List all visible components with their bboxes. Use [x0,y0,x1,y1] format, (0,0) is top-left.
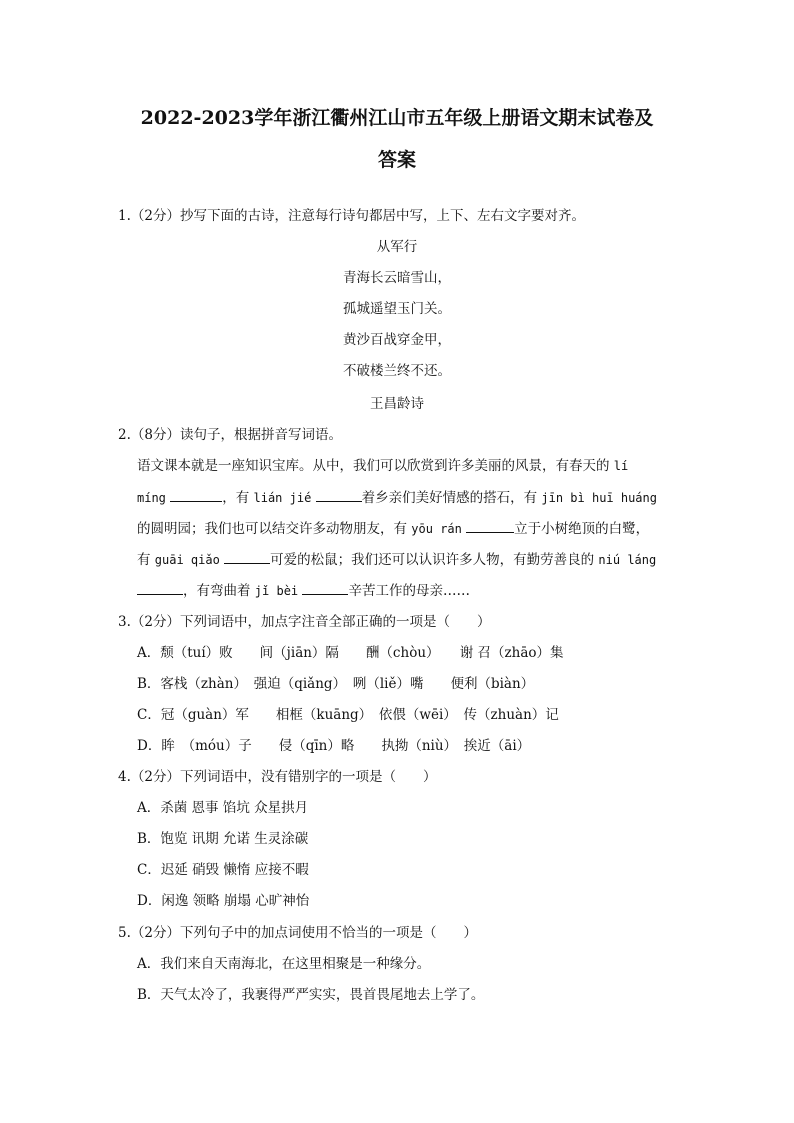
question-4-option-c[interactable]: C．迟延 硝毁 懒惰 应接不暇 [137,862,309,878]
pinyin-hint: guāi qiǎo [154,553,220,567]
question-4-stem: 4.（2分）下列词语中，没有错别字的一项是（ ） [118,769,437,785]
answer-blank[interactable] [137,580,183,595]
pinyin-hint: míng [137,491,166,505]
poem-line-1: 青海长云暗雪山， [343,270,451,286]
question-1-stem: 1.（2分）抄写下面的古诗，注意每行诗句都居中写，上下、左右文字要对齐。 [118,208,585,224]
poem-line-2: 孤城遥望玉门关。 [343,301,451,317]
question-2-passage-line-5 [137,580,470,601]
question-2-passage-line-2 [137,487,657,508]
pinyin-hint: jīn bì huī huáng [541,491,657,505]
answer-blank[interactable] [224,549,270,564]
pinyin-hint: lí [613,459,629,473]
pinyin-hint: niú láng [598,553,657,567]
passage-text: 的圆明园；我们也可以结交许多动物朋友，有 [137,521,407,537]
pinyin-hint: lián jié [253,491,312,505]
poem-line-3: 黄沙百战穿金甲， [343,332,451,348]
question-2-passage-line-1 [137,456,628,476]
answer-blank[interactable] [466,518,514,533]
answer-blank[interactable] [170,487,222,502]
answer-blank[interactable] [316,487,362,502]
passage-text: 有 [137,552,151,568]
question-4-option-a[interactable]: A．杀菌 恩事 馅坑 众星拱月 [137,800,309,816]
question-3-stem: 3.（2分）下列词语中，加点字注音全部正确的一项是（ ） [118,614,491,630]
poem-line-4: 不破楼兰终不还。 [343,363,451,379]
question-3-option-a[interactable]: A．颓（tuí）败 间（jiān）隔 酬（chòu） 谢 召（zhāo）集 [137,645,564,661]
document-title-line-1: 2022-2023学年浙江衢州江山市五年级上册语文期末试卷及 [140,107,654,129]
question-3-option-c[interactable]: C．冠（guàn）军 相框（kuāng） 依偎（wēi） 传（zhuàn）记 [137,707,559,723]
passage-text: 立于小树绝顶的白鹭， [514,521,650,537]
question-3-option-b[interactable]: B．客栈（zhàn） 强迫（qiǎng） 咧（liě）嘴 便利（biàn） [137,676,535,692]
passage-text: ，有 [222,490,250,506]
passage-text: 辛苦工作的母亲…… [348,583,470,599]
question-4-option-d[interactable]: D．闲逸 领略 崩塌 心旷神怡 [137,893,310,909]
question-3-option-d[interactable]: D．眸 （móu）子 侵（qīn）略 执拗（niù） 挨近（āi） [137,738,531,754]
question-5-option-a[interactable]: A．我们来自天南海北，在这里相聚是一种缘分。 [137,956,431,972]
document-title-line-2: 答案 [377,149,416,171]
passage-text: 可爱的松鼠；我们还可以认识许多人物，有勤劳善良的 [270,552,595,568]
question-5-stem: 5.（2分）下列句子中的加点词使用不恰当的一项是（ ） [118,925,477,941]
poem-author: 王昌龄诗 [370,396,424,412]
question-2-passage-line-4 [137,549,656,570]
pinyin-hint: yōu rán [411,522,462,536]
question-4-option-b[interactable]: B．饱览 讯期 允诺 生灵涂碳 [137,831,309,847]
question-5-option-b[interactable]: B．天气太冷了，我裹得严严实实，畏首畏尾地去上学了。 [137,987,485,1003]
question-2-stem: 2.（8分）读句子，根据拼音写词语。 [118,427,342,443]
question-2-passage-line-3 [137,518,649,539]
pinyin-hint: jǐ bèi [254,584,299,598]
passage-text: 着乡亲们美好情感的搭石，有 [361,490,538,506]
passage-text: 语文课本就是一座知识宝库。从中，我们可以欣赏到许多美丽的风景，有春天的 [137,458,610,474]
poem-title: 从军行 [376,239,418,255]
answer-blank[interactable] [302,580,348,595]
passage-text: ，有弯曲着 [183,583,251,599]
